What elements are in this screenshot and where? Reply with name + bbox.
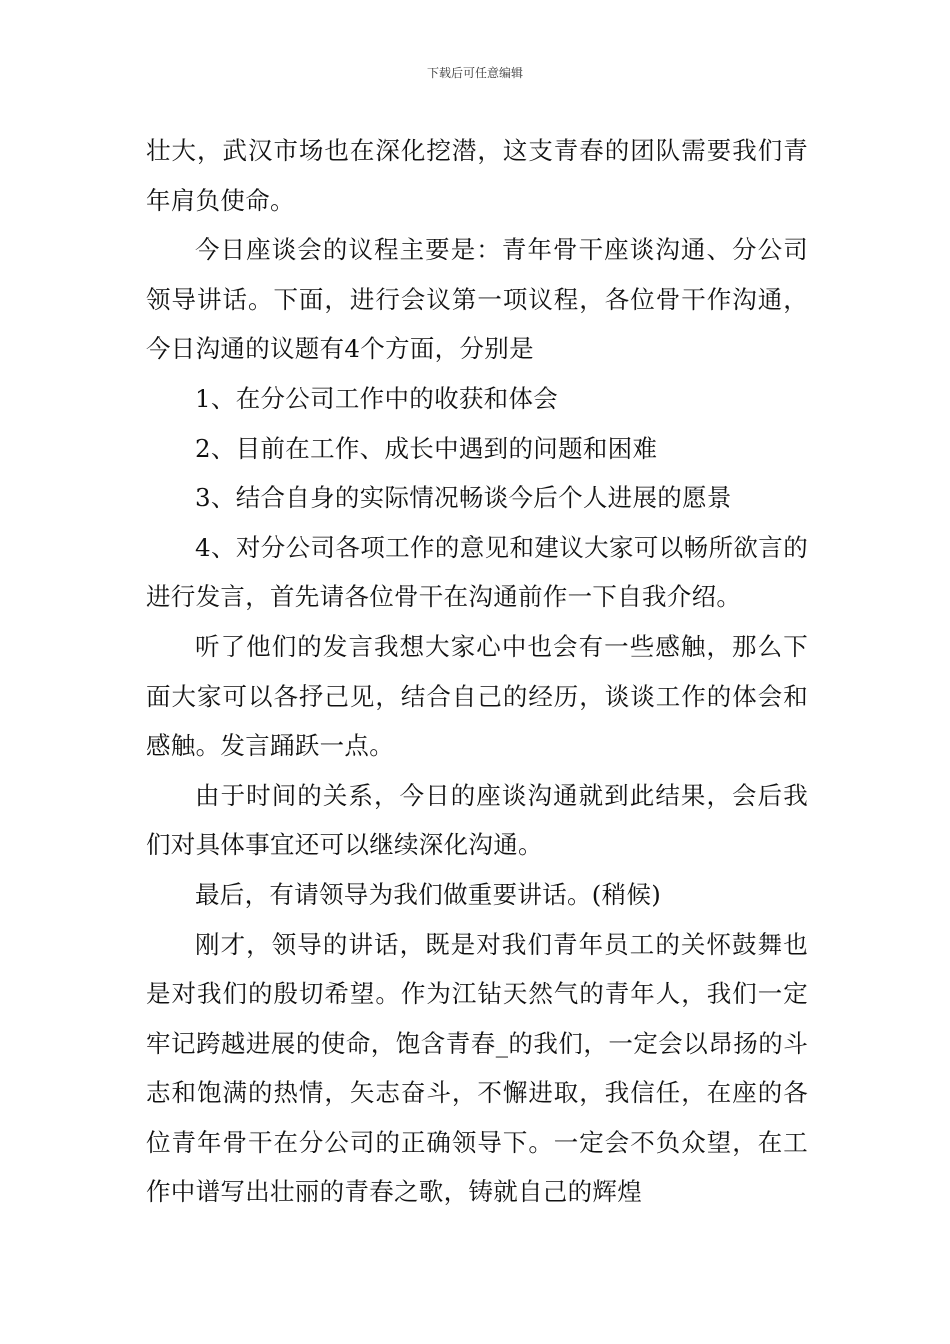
list-item-1: 1、在分公司工作中的收获和体会 bbox=[195, 383, 559, 413]
paragraph-agenda: 今日座谈会的议程主要是：青年骨干座谈沟通、分公司领导讲话。下面，进行会议第一项议程，各位骨干作沟通，今日沟通的议题有4个方面，分别是 bbox=[146, 235, 808, 364]
list-item-4: 4、对分公司各项工作的意见和建议大家可以畅所欲言的进行发言，首先请各位骨干在沟通前作一下自我介绍。 bbox=[146, 532, 808, 612]
paragraph-discussion: 听了他们的发言我想大家心中也会有一些感触，那么下面大家可以各抒己见，结合自己的经历，谈谈工作的体会和感触。发言踊跃一点。 bbox=[146, 631, 808, 761]
page-header: 下载后可任意编辑 bbox=[426, 66, 523, 80]
document-body bbox=[146, 126, 808, 1217]
paragraph-conclusion: 刚才，领导的讲话，既是对我们青年员工的关怀鼓舞也是对我们的殷切希望。作为江钻天然气的青年人，我们一定牢记跨越进展的使命，饱含青春_的我们，一定会以昂扬的斗志和饱满的热情，矢志奋斗，不懈进取，我信任，在座的各位青年骨干在分公司的正确领导下。一定会不负众望，在工作中谱写出壮丽的青春之歌，铸就自己的辉煌 bbox=[146, 929, 808, 1207]
paragraph-leader-speech: 最后，有请领导为我们做重要讲话。(稍候) bbox=[195, 879, 662, 909]
list-item-2: 2、目前在工作、成长中遇到的问题和困难 bbox=[195, 433, 658, 463]
paragraph-1: 壮大，武汉市场也在深化挖潜，这支青春的团队需要我们青年肩负使命。 bbox=[146, 136, 808, 215]
list-item-3: 3、结合自身的实际情况畅谈今后个人进展的愿景 bbox=[195, 483, 732, 513]
paragraph-closing-discussion: 由于时间的关系，今日的座谈沟通就到此结果，会后我们对具体事宜还可以继续深化沟通。 bbox=[146, 780, 808, 860]
